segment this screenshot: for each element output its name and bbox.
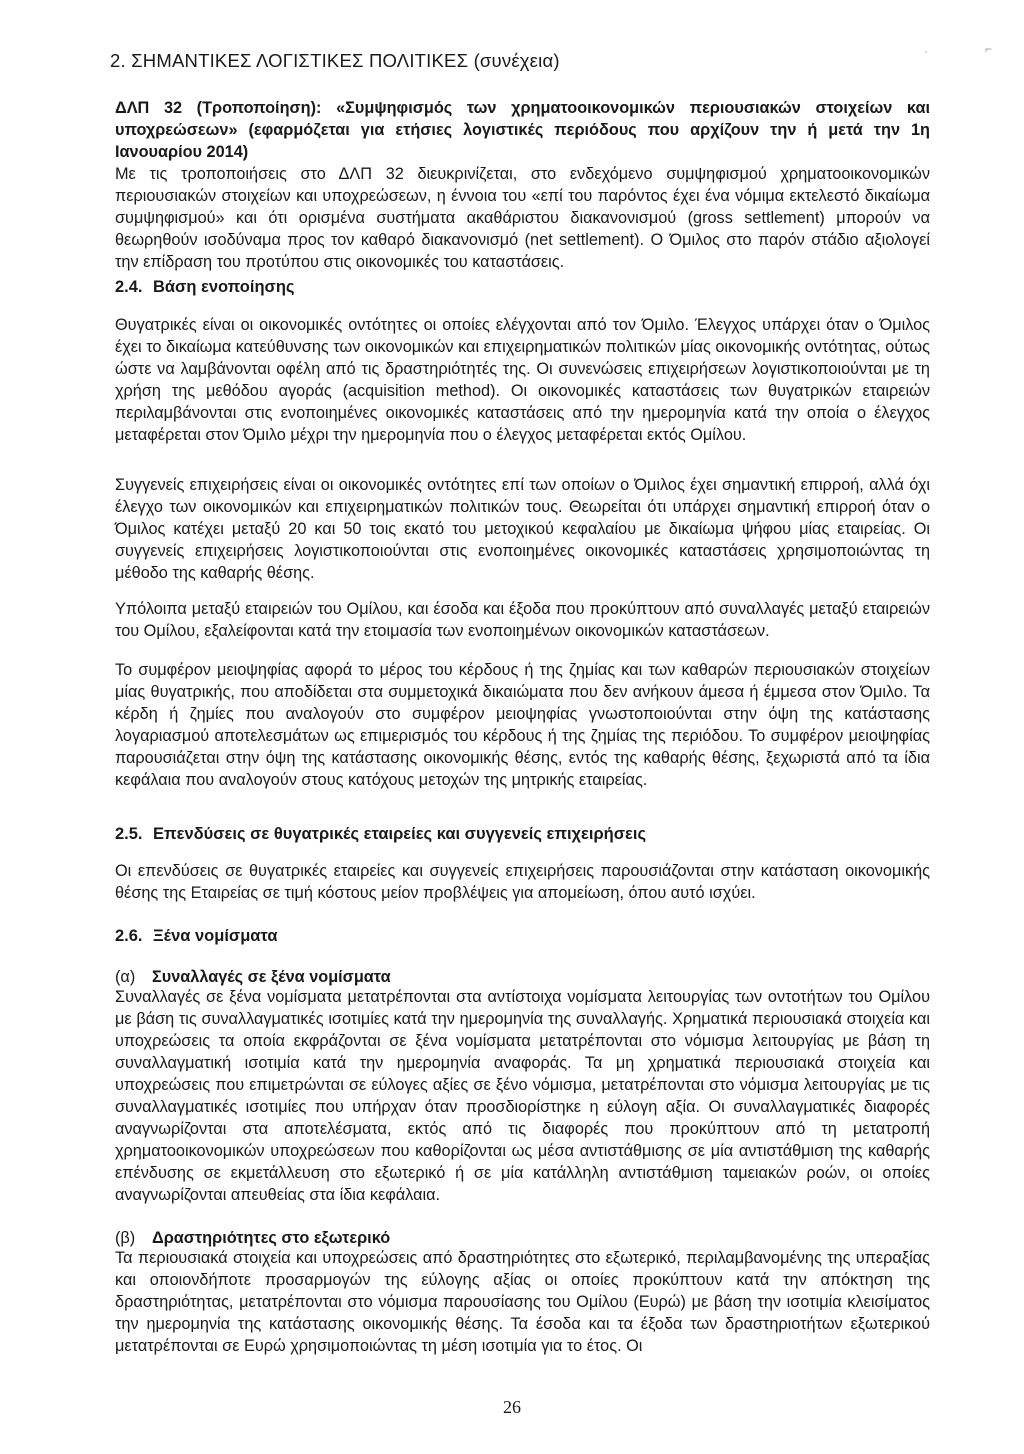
paragraph: Υπόλοιπα μεταξύ εταιρειών του Ομίλου, και έσοδα και έξοδα που προκύπτουν από συναλλαγές μεταξύ εταιρειών του Ομίλου, εξαλείφονται κατά την ετοιμασία των ενοποιημένων οικονομικών καταστάσεων.	[115, 600, 930, 640]
section-heading-2-6	[115, 925, 277, 947]
subsection-title: Συναλλαγές σε ξένα νομίσματα	[152, 968, 391, 986]
section-number: 2.4.	[115, 278, 143, 296]
scan-mark: ⌐	[985, 42, 993, 56]
paragraph: Τα περιουσιακά στοιχεία και υποχρεώσεις από δραστηριότητες στο εξωτερικό, περιλαμβανομένης της υπεραξίας και οποιονδήποτε προσαρμογών της εύλογης αξίας οι οποίες προκύπτουν κατά την απόκτηση της δραστηριότητας, μετατρέπονται στο νόμισμα παρουσίασης του Ομίλου (Ευρώ) με βάση την ισοτιμία κλεισίματος την ημερομηνία της κατάστασης οικονομικής θέσης. Τα έσοδα και τα έξοδα των δραστηριοτήτων εξωτερικού μετατρέπονται σε Ευρώ χρησιμοποιώντας τη μέση ισοτιμία για το έτος. Οι	[115, 1249, 930, 1355]
section-heading-2-5	[115, 823, 646, 845]
page-title: 2. ΣΗΜΑΝΤΙΚΕΣ ΛΟΓΙΣΤΙΚΕΣ ΠΟΛΙΤΙΚΕΣ (συνέχεια)	[110, 50, 560, 71]
section-title: Βάση ενοποίησης	[153, 278, 295, 296]
paragraph: Το συμφέρον μειοψηφίας αφορά το μέρος του κέρδους ή της ζημίας και των καθαρών περιουσιακών στοιχείων μίας θυγατρικής, που αποδίδεται στα συμμετοχικά δικαιώματα που δεν ανήκουν άμεσα ή έμμεσα στον Όμιλο. Τα κέρδη ή ζημίες που αναλογούν στο συμφέρον μειοψηφίας γνωστοποιούνται στην όψη της κατάστασης λογαριασμού αποτελεσμάτων ως επιμερισμός του κέρδους ή της ζημίας της περιόδου. Το συμφέρον μειοψηφίας παρουσιάζεται στην όψη της κατάστασης οικονομικής θέσης, εντός της καθαρής θέσης, ξεχωριστά από τα ίδια κεφάλαια που αναλογούν στους κατόχους μετοχών της μητρικής εταιρείας.	[115, 661, 930, 789]
subsection-a-heading	[115, 966, 391, 988]
section-2-4-paragraph-1	[115, 314, 930, 446]
scan-mark: ·	[924, 44, 928, 58]
dap32-paragraph: Με τις τροποποιήσεις στο ΔΛΠ 32 διευκρινίζεται, στο ενδεχόμενο συμψηφισμού χρηματοοικονομικών περιουσιακών στοιχείων και υποχρεώσεων, η έννοια του «επί του παρόντος έχει ένα νόμιμα εκτελεστό δικαίωμα συμψηφισμού» και ότι ορισμένα συστήματα ακαθάριστου διακανονισμού (gross settlement) μπορούν να θεωρηθούν ισοδύναμα προς τον καθαρό διακανονισμό (net settlement). Ο Όμιλος στο παρόν στάδιο αξιολογεί την επίδραση του προτύπου στις οικονομικές του καταστάσεις.	[115, 165, 930, 271]
paragraph: Οι επενδύσεις σε θυγατρικές εταιρείες και συγγενείς επιχειρήσεις παρουσιάζονται στην κατάσταση οικονομικής θέσης της Εταιρείας σε τιμή κόστους μείον προβλέψεις για απομείωση, όπου αυτό ισχύει.	[115, 862, 930, 902]
paragraph: Συγγενείς επιχειρήσεις είναι οι οικονομικές οντότητες επί των οποίων ο Όμιλος έχει σημαντική επιρροή, αλλά όχι έλεγχο των οικονομικών και επιχειρηματικών πολιτικών τους. Θεωρείται ότι υπάρχει σημαντική επιρροή όταν ο Όμιλος κατέχει μεταξύ 20 και 50 τοις εκατό του μετοχικού κεφαλαίου με δικαίωμα ψήφου μίας εταιρείας. Οι συγγενείς επιχειρήσεις λογιστικοποιούνται στις ενοποιημένες οικονομικές καταστάσεις χρησιμοποιώντας τη μέθοδο της καθαρής θέσης.	[115, 476, 930, 582]
page-number: 26	[503, 1397, 521, 1417]
section-2-5-paragraph	[115, 860, 930, 904]
section-title: Ξένα νομίσματα	[153, 927, 278, 945]
paragraph: Θυγατρικές είναι οι οικονομικές οντότητες οι οποίες ελέγχονται από τον Όμιλο. Έλεγχος υπάρχει όταν ο Όμιλος έχει το δικαίωμα κατεύθυνσης των οικονομικών και επιχειρηματικών πολιτικών μίας οικονομικής οντότητας, ούτως ώστε να λαμβάνονται οφέλη από τις δραστηριότητές της. Οι συνενώσεις επιχειρήσεων λογιστικοποιούνται με τη χρήση της μεθόδου αγοράς (acquisition method). Οι οικονομικές καταστάσεις των θυγατρικών εταιρειών περιλαμβάνονται στις ενοποιημένες οικονομικές καταστάσεις από την ημερομηνία κατά την οποία ο έλεγχος μεταφέρεται στον Όμιλο μέχρι την ημερομηνία που ο έλεγχος μεταφέρεται εκτός Ομίλου.	[115, 316, 930, 444]
section-heading-2-4	[115, 276, 295, 298]
dap32-section	[115, 97, 930, 273]
subsection-b-paragraph	[115, 1247, 930, 1357]
section-2-4-paragraph-2	[115, 474, 930, 584]
subsection-label: (β)	[115, 1229, 136, 1247]
section-number: 2.6.	[115, 927, 143, 945]
subsection-label: (α)	[115, 968, 136, 986]
subsection-title: Δραστηριότητες στο εξωτερικό	[152, 1229, 391, 1247]
section-2-4-paragraph-4	[115, 659, 930, 791]
dap32-heading: ΔΛΠ 32 (Τροποποίηση): «Συμψηφισμός των χρηματοοικονομικών περιουσιακών στοιχείων και υποχρεώσεων» (εφαρμόζεται για ετήσιες λογιστικές περιόδους που αρχίζουν την ή μετά την 1η Ιανουαρίου 2014)	[115, 99, 930, 161]
section-title: Επενδύσεις σε θυγατρικές εταιρείες και συγγενείς επιχειρήσεις	[153, 825, 647, 843]
section-number: 2.5.	[115, 825, 143, 843]
subsection-b-heading	[115, 1227, 390, 1249]
subsection-a-paragraph	[115, 986, 930, 1206]
section-2-4-paragraph-3	[115, 598, 930, 642]
paragraph: Συναλλαγές σε ξένα νομίσματα μετατρέπονται στα αντίστοιχα νομίσματα λειτουργίας των οντοτήτων του Ομίλου με βάση τις συναλλαγματικές ισοτιμίες κατά την ημερομηνία της συναλλαγής. Χρηματικά περιουσιακά στοιχεία και υποχρεώσεις τα οποία εκφράζονται σε ξένα νομίσματα μετατρέπονται στο νόμισμα λειτουργίας με βάση τη συναλλαγματική ισοτιμία κατά την ημερομηνία αναφοράς. Τα μη χρηματικά περιουσιακά στοιχεία και υποχρεώσεις που επιμετρώνται σε εύλογες αξίες σε ξένο νόμισμα, μετατρέπονται στο νόμισμα λειτουργίας με τις συναλλαγματικές ισοτιμίες που υπήρχαν όταν προσδιορίστηκε η εύλογη αξία. Οι συναλλαγματικές διαφορές αναγνωρίζονται στα αποτελέσματα, εκτός από τις διαφορές που προκύπτουν από τη μετατροπή χρηματοοικονομικών υποχρεώσεων που καθορίζονται ως μέσα αντιστάθμισης σε μία αντιστάθμιση της καθαρής επένδυσης σε εκμετάλλευση στο εξωτερικό ή σε μία κατάλληλη αντιστάθμιση ταμειακών ροών, οι οποίες αναγνωρίζονται απευθείας στα ίδια κεφάλαια.	[115, 988, 930, 1204]
